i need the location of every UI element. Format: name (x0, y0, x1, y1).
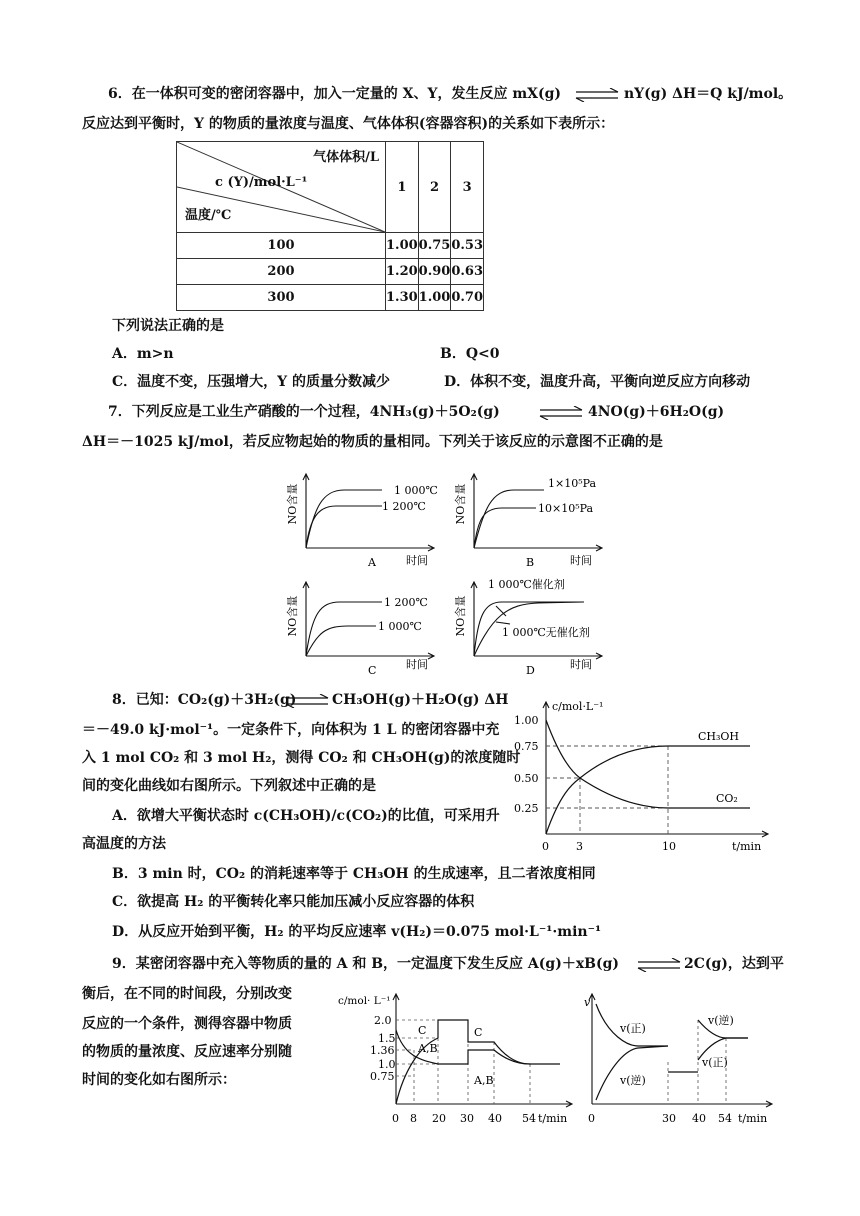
curve-upper (306, 602, 382, 656)
curve-label: A,B (418, 1042, 438, 1055)
table-cell: 1.20 (386, 259, 419, 285)
curve-label: C (474, 1026, 483, 1039)
table-cell: 0.63 (451, 259, 484, 285)
axis-ylabel: c/mol·L⁻¹ (552, 700, 604, 713)
q6-option-c: C．温度不变，压强增大，Y 的质量分数减少 (112, 374, 391, 390)
axis-ylabel: NO含量 (454, 595, 467, 637)
xtick: 20 (432, 1112, 446, 1125)
ytick: 1.0 (378, 1058, 396, 1071)
q9-concentration-chart (334, 990, 578, 1130)
curve-upper (306, 490, 382, 548)
xtick: 30 (662, 1112, 676, 1125)
q7-stem-line1-tail: 4NO(g)＋6H₂O(g) (588, 404, 725, 420)
ytick: 0.75 (370, 1070, 395, 1083)
curve-label-lower: 1 000℃ (378, 620, 422, 633)
xtick: 3 (576, 840, 583, 853)
curve-label-upper: 1 000℃催化剂 (488, 578, 565, 591)
xtick: 54 (718, 1112, 732, 1125)
q8-option-b: B．3 min 时，CO₂ 的消耗速率等于 CH₃OH 的生成速率，且二者浓度相同 (112, 866, 596, 882)
axis-xlabel: 时间 (570, 554, 592, 567)
curve-label-upper: 1 200℃ (384, 596, 428, 609)
curve-label-upper: 1 000℃ (394, 484, 438, 497)
table-cell-temp: 100 (177, 233, 386, 259)
ytick: 1.5 (378, 1032, 396, 1045)
table-header-conc: c (Y)/mol·L⁻¹ (215, 175, 308, 190)
curve-lower (306, 506, 382, 548)
table-row (177, 285, 484, 311)
curve-lower (306, 626, 376, 656)
axis-xlabel: t/min (738, 1112, 768, 1125)
q7-panel-d (452, 576, 612, 678)
xtick: 0 (542, 840, 549, 853)
xtick: 54 (522, 1112, 536, 1125)
panel-tag: A (368, 556, 376, 569)
curve-label-lower: 1 000℃无催化剂 (502, 626, 590, 639)
q7-stem-line1: 7．下列反应是工业生产硝酸的一个过程，4NH₃(g)＋5O₂(g) (108, 404, 500, 420)
axis-ylabel: v (584, 996, 591, 1009)
series-ch3oh (546, 746, 750, 834)
table-header-diagonal-cell (177, 142, 386, 233)
ytick: 2.0 (374, 1014, 392, 1027)
xtick: 30 (460, 1112, 474, 1125)
axis-xlabel: 时间 (406, 554, 428, 567)
curve-label: v(正) (620, 1022, 646, 1035)
curve-label-lower: 10×10⁵Pa (538, 502, 594, 515)
q8-stem-line2: ＝－49.0 kJ·mol⁻¹。一定条件下，向体积为 1 L 的密闭容器中充 (82, 722, 500, 738)
table-row (177, 259, 484, 285)
panel-tag: C (368, 664, 377, 677)
table-cell: 1.30 (386, 285, 419, 311)
series-ab-later (438, 1050, 530, 1064)
series-c-later (438, 1020, 560, 1064)
equilibrium-arrow-icon (636, 958, 682, 972)
q7-panel-a (284, 468, 444, 570)
table-cell: 0.70 (451, 285, 484, 311)
axis-ylabel: NO含量 (454, 483, 467, 525)
q9-stem-line1-tail: 2C(g)，达到平 (684, 956, 784, 972)
q9-stem-line1: 9．某密闭容器中充入等物质的量的 A 和 B，一定温度下发生反应 A(g)＋xB(g) (112, 956, 620, 972)
panel-tag: B (526, 556, 535, 569)
q9-rate-chart (578, 990, 778, 1130)
table-header-volume: 气体体积/L (313, 150, 379, 165)
equilibrium-arrow-icon (284, 694, 330, 708)
q6-option-d: D．体积不变，温度升高，平衡向逆反应方向移动 (444, 374, 751, 390)
q9-text-line: 反应的一个条件，测得容器中物质 (82, 1016, 292, 1032)
panel-tag: D (526, 664, 535, 677)
q6-option-a: A．m>n (112, 346, 174, 362)
curve-label: v(正) (702, 1056, 728, 1069)
q8-stem-line1-tail: CH₃OH(g)＋H₂O(g) ΔH (332, 692, 509, 708)
q6-stem-line1-tail: nY(g) ΔH＝Q kJ/mol。 (624, 86, 793, 102)
q6-data-table (176, 141, 484, 311)
table-row (177, 233, 484, 259)
xtick: 40 (692, 1112, 706, 1125)
q8-concentration-chart (510, 698, 776, 858)
q7-panel-b (452, 468, 612, 570)
table-col-header: 3 (451, 142, 484, 233)
table-cell: 1.00 (386, 233, 419, 259)
q9-text-line: 的物质的量浓度、反应速率分别随 (82, 1044, 292, 1060)
axis-xlabel: t/min (538, 1112, 568, 1125)
axis-xlabel: 时间 (570, 658, 592, 671)
q8-stem-line1: 8．已知：CO₂(g)＋3H₂(g) (112, 692, 297, 708)
xtick: 40 (488, 1112, 502, 1125)
table-cell: 0.53 (451, 233, 484, 259)
table-col-header: 1 (386, 142, 419, 233)
curve-label: A,B (474, 1074, 494, 1087)
curve-label-upper: 1×10⁵Pa (548, 477, 597, 490)
q9-text-line: 时间的变化如右图所示： (82, 1072, 236, 1088)
curve-label-lower: 1 200℃ (382, 500, 426, 513)
series-v-reverse (596, 1046, 668, 1100)
q8-option-a-line1: A．欲增大平衡状态时 c(CH₃OH)/c(CO₂)的比值，可采用升 (112, 808, 500, 824)
equilibrium-arrow-icon (574, 88, 620, 102)
ytick: 0.75 (514, 740, 539, 753)
axis-xlabel: 时间 (406, 658, 428, 671)
axis-ylabel: c/mol· L⁻¹ (338, 995, 391, 1007)
curve-label: C (418, 1024, 427, 1037)
q7-stem-line2: ΔH＝－1025 kJ/mol，若反应物起始的物质的量相同。下列关于该反应的示意图不正确的是 (82, 434, 663, 450)
axis-ylabel: NO含量 (286, 483, 299, 525)
ytick: 1.36 (370, 1044, 395, 1057)
curve-label: v(逆) (620, 1074, 646, 1087)
curve-label: v(逆) (708, 1014, 734, 1027)
ytick: 0.50 (514, 772, 539, 785)
table-cell: 0.75 (418, 233, 451, 259)
table-col-header: 2 (418, 142, 451, 233)
axis-ylabel: NO含量 (286, 595, 299, 637)
xtick: 0 (588, 1112, 595, 1125)
q9-text-line: 衡后，在不同的时间段，分别改变 (82, 986, 292, 1002)
table-cell: 0.90 (418, 259, 451, 285)
q6-option-b: B．Q<0 (440, 346, 500, 362)
ytick: 1.00 (514, 714, 539, 727)
q7-panel-c (284, 576, 444, 678)
q6-prompt: 下列说法正确的是 (112, 318, 224, 334)
q8-option-a-line2: 高温度的方法 (82, 836, 166, 852)
table-cell-temp: 200 (177, 259, 386, 285)
q8-option-c: C．欲提高 H₂ 的平衡转化率只能加压减小反应容器的体积 (112, 894, 475, 910)
xtick: 10 (662, 840, 676, 853)
ytick: 0.25 (514, 802, 539, 815)
q8-stem-line3: 入 1 mol CO₂ 和 3 mol H₂，测得 CO₂ 和 CH₃OH(g)的浓度随时 (82, 750, 521, 766)
q8-stem-line4: 间的变化曲线如右图所示。下列叙述中正确的是 (82, 778, 376, 794)
table-cell-temp: 300 (177, 285, 386, 311)
q6-stem-line2: 反应达到平衡时，Y 的物质的量浓度与温度、气体体积(容器容积)的关系如下表所示： (82, 116, 615, 132)
table-cell: 1.00 (418, 285, 451, 311)
series-label-ch3oh: CH₃OH (698, 730, 740, 743)
table-header-temp: 温度/℃ (185, 208, 232, 223)
curve-lower (474, 508, 536, 548)
curve-upper (474, 490, 544, 548)
q8-option-d: D．从反应开始到平衡，H₂ 的平均反应速率 v(H₂)＝0.075 mol·L⁻¹·min⁻¹ (112, 924, 602, 940)
equilibrium-arrow-icon (538, 406, 584, 420)
xtick: 0 (392, 1112, 399, 1125)
xtick: 8 (410, 1112, 417, 1125)
series-label-co2: CO₂ (716, 792, 738, 805)
q6-stem-line1: 6．在一体积可变的密闭容器中，加入一定量的 X、Y，发生反应 mX(g) (108, 86, 562, 102)
axis-xlabel: t/min (732, 840, 762, 853)
